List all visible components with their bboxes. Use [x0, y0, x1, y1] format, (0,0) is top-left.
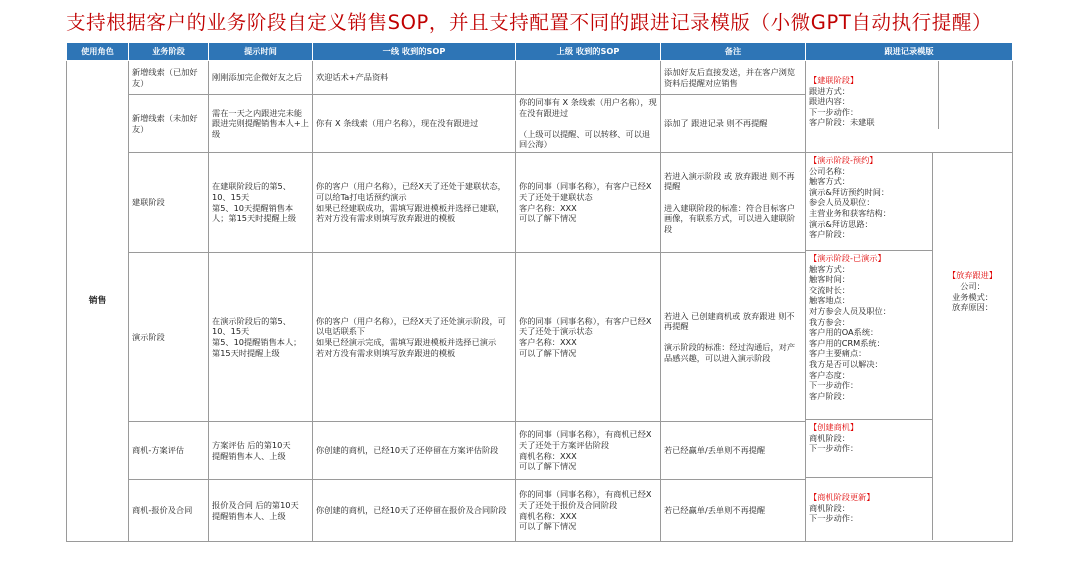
template-column [806, 153, 933, 540]
stage-cell: 商机-报价及合同 [129, 480, 209, 542]
time-cell: 方案评估 后的第10天 提醒销售本人、上级 [209, 422, 313, 480]
sop-superior-cell: 你的同事（同事名称），有客户已经X天了还处于演示状态 客户名称：XXX 可以了解下情况 [516, 253, 661, 422]
sop-frontline-cell: 你创建的商机，已经10天了还停留在方案评估阶段 [313, 422, 516, 480]
sop-superior-cell: 你的同事有 X 条线索（用户名称），现在没有跟进过 （上级可以提醒、可以转移、可以退回公海） [516, 95, 661, 153]
time-cell: 报价及合同 后的第10天 提醒销售本人、上级 [209, 480, 313, 542]
stage-cell: 新增线索（未加好友） [129, 95, 209, 153]
template-title: 【放弃跟进】 [947, 270, 998, 281]
time-cell: 需在一天之内跟进完未能跟进完则提醒销售本人+上级 [209, 95, 313, 153]
template-title: 【商机阶段更新】 [809, 492, 875, 502]
stage-cell: 新增线索（已加好友） [129, 61, 209, 95]
note-cell: 添加了 跟进记录 则不再提醒 [661, 95, 806, 153]
template-title: 【演示阶段-已演示】 [809, 253, 886, 263]
page-title: 支持根据客户的业务阶段自定义销售SOP，并且支持配置不同的跟进记录模版（小微GPT自动执行提醒） [66, 11, 993, 34]
sop-frontline-cell: 你创建的商机，已经10天了还停留在报价及合同阶段 [313, 480, 516, 542]
template-body: 触客方式： 触客时间： 交流时长： 触客地点： 对方参会人员及职位： 我方参会： 客户用的OA系统： 客户用的CRM系统： 客户主要痛点： 我方是否可以解决： 客户态度： 下一步动作： 客户阶段： [809, 263, 891, 401]
stage-cell: 建联阶段 [129, 153, 209, 253]
sop-superior-cell: 你的同事（同事名称），有客户已经X天了还处于建联状态 客户名称：XXX 可以了解下情况 [516, 153, 661, 253]
template-body: 公司名称： 触客方式： 演示&拜访预约时间： 参会人员及职位： 主营业务和获客结构： 演示&拜访思路： 客户阶段： [809, 165, 891, 240]
header-stage: 业务阶段 [129, 43, 209, 61]
stage-cell: 商机-方案评估 [129, 422, 209, 480]
header-sop-frontline: 一线 收到的SOP [313, 43, 516, 61]
template-split [806, 153, 1012, 540]
sop-superior-cell: 你的同事（同事名称），有商机已经X天了还处于方案评估阶段 商机名称：XXX 可以了解下情况 [516, 422, 661, 480]
note-cell: 若已经赢单/丢单则不再提醒 [661, 422, 806, 480]
template-block-demo-book [806, 153, 932, 251]
template-block-demo-done [806, 251, 932, 420]
note-cell: 添加好友后直接发送，并在客户浏览资料后提醒对应销售 [661, 61, 806, 95]
template-title: 【建联阶段】 [809, 75, 859, 85]
header-template: 跟进记录模版 [806, 43, 1013, 61]
header-time: 提示时间 [209, 43, 313, 61]
time-cell: 刚刚添加完企微好友之后 [209, 61, 313, 95]
header-sop-superior: 上级 收到的SOP [516, 43, 661, 61]
sop-frontline-cell: 你的客户（用户名称），已经X天了还处于建联状态，可以给Ta打电话预约演示 如果已经建联成功，需填写跟进模板并选择已建联，若对方没有需求则填写放弃跟进的模板 [313, 153, 516, 253]
role-cell: 销售 [67, 61, 129, 542]
template-block-build [806, 61, 939, 129]
note-cell: 若已经赢单/丢单则不再提醒 [661, 480, 806, 542]
sop-superior-cell [516, 61, 661, 95]
note-cell: 若进入演示阶段 或 放弃跟进 则不再提醒 进入建联阶段的标准：符合目标客户画像，有联系方式，可以进入建联阶段 [661, 153, 806, 253]
sop-table [66, 42, 1013, 542]
sop-frontline-cell: 你有 X 条线索（用户名称），现在没有跟进过 [313, 95, 516, 153]
template-cell [806, 61, 1013, 153]
template-block-abandon [933, 153, 1012, 540]
template-title: 【创建商机】 [809, 422, 859, 432]
template-body: 跟进方式： 跟进内容： 下一步动作： 客户阶段：未建联 [809, 85, 875, 128]
template-cell [806, 153, 1013, 542]
template-body: 商机阶段： 下一步动作： [809, 432, 859, 454]
time-cell: 在建联阶段后的第5、10、15天 第5、10天提醒销售本人；第15天时提醒上级 [209, 153, 313, 253]
template-body: 公司： 业务模式： 放弃原因： [952, 280, 993, 313]
template-block-opp-update [806, 478, 932, 540]
template-body: 商机阶段： 下一步动作： [809, 502, 859, 524]
template-block-opp-create [806, 420, 932, 478]
template-split [806, 61, 1012, 129]
note-cell: 若进入 已创建商机或 放弃跟进 则不再提醒 演示阶段的标准：经过沟通后，对产品感兴趣，可以进入演示阶段 [661, 253, 806, 422]
table-row [67, 61, 1013, 95]
header-note: 备注 [661, 43, 806, 61]
stage-cell: 演示阶段 [129, 253, 209, 422]
time-cell: 在演示阶段后的第5、10、15天 第5、10提醒销售本人；第15天时提醒上级 [209, 253, 313, 422]
sop-superior-cell: 你的同事（同事名称），有商机已经X天了还处于报价及合同阶段 商机名称：XXX 可以了解下情况 [516, 480, 661, 542]
header-row [67, 43, 1013, 61]
table-row [67, 153, 1013, 253]
sop-frontline-cell: 你的客户（用户名称），已经X天了还处演示阶段，可以电话联系下 如果已经演示完成，需填写跟进模板并选择已演示 若对方没有需求则填写放弃跟进的模板 [313, 253, 516, 422]
header-role: 使用角色 [67, 43, 129, 61]
template-title: 【演示阶段-预约】 [809, 155, 878, 165]
sop-frontline-cell: 欢迎话术+产品资料 [313, 61, 516, 95]
